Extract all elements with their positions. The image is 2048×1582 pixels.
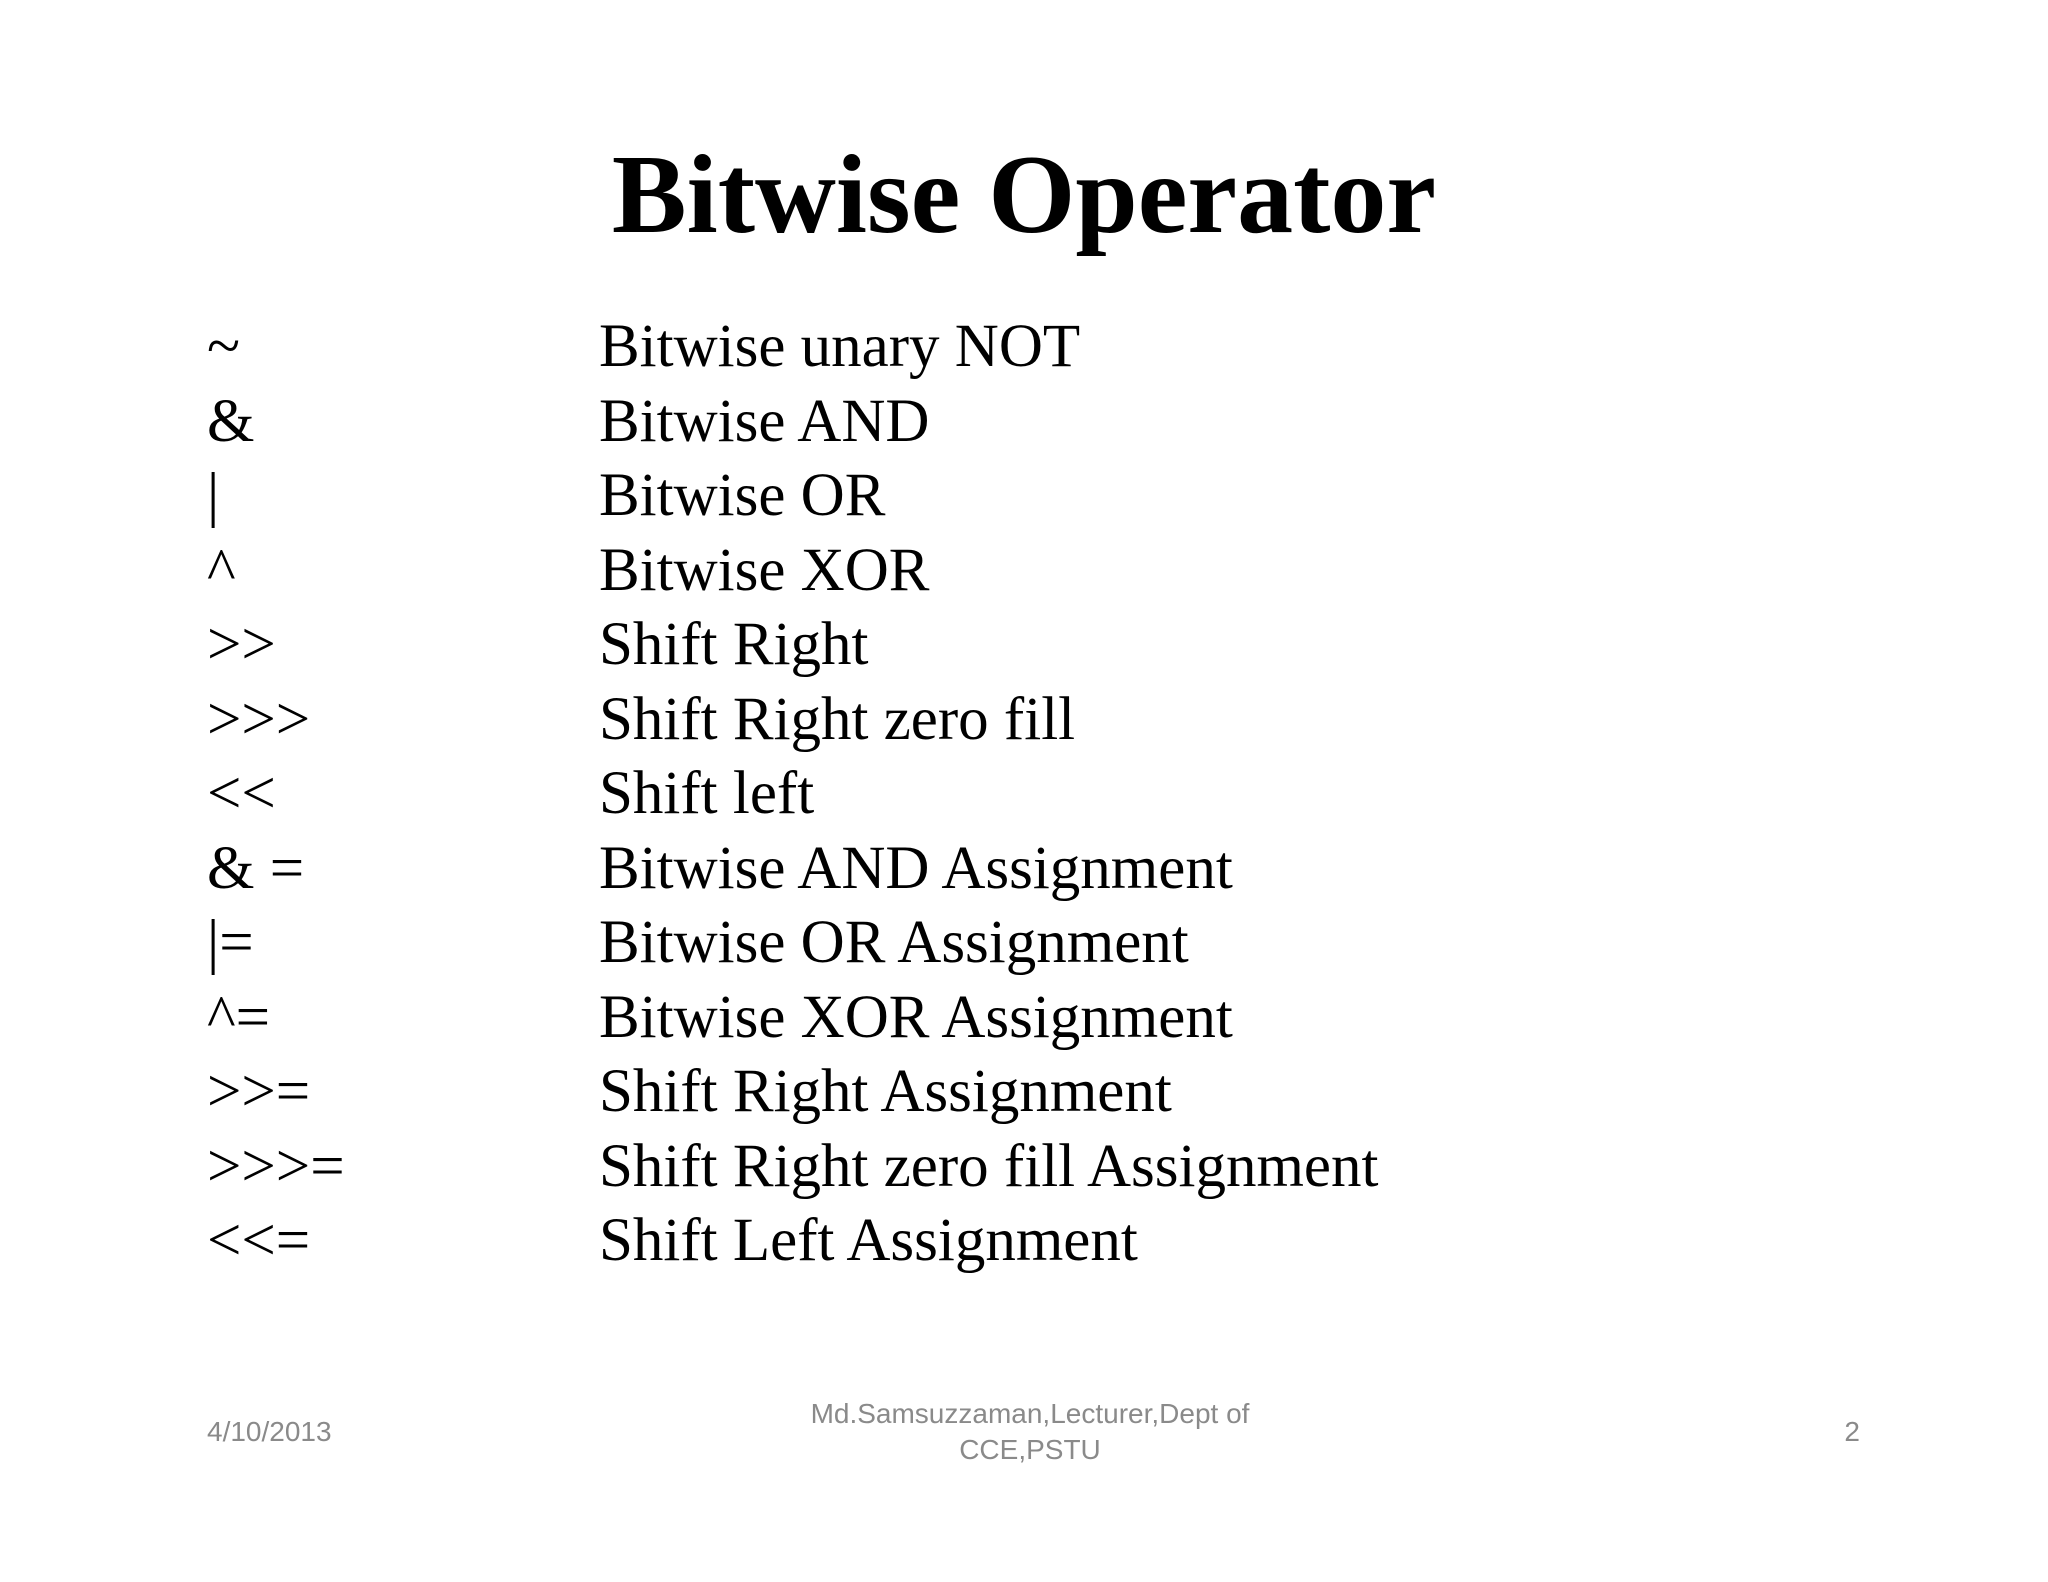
operator-row — [207, 534, 1807, 609]
operator-list — [207, 310, 1807, 1279]
operator-row — [207, 683, 1807, 758]
slide-title: Bitwise Operator — [611, 133, 1437, 257]
operator-symbol: >>= — [207, 1058, 311, 1125]
operator-row — [207, 608, 1807, 683]
operator-row — [207, 1204, 1807, 1279]
operator-row — [207, 832, 1807, 907]
operator-row — [207, 385, 1807, 460]
footer-author — [720, 1396, 1340, 1468]
operator-description: Shift Right zero fill — [599, 685, 1076, 753]
operator-description: Shift left — [599, 760, 815, 827]
operator-symbol: & — [207, 387, 255, 455]
operator-symbol: >> — [207, 611, 276, 678]
footer-page-number: 2 — [1844, 1416, 1860, 1447]
operator-description: Bitwise XOR Assignment — [599, 983, 1233, 1051]
operator-symbol: ~ — [207, 313, 241, 380]
operator-description: Bitwise unary NOT — [599, 313, 1081, 380]
operator-symbol: |= — [207, 909, 254, 976]
operator-description: Bitwise AND Assignment — [599, 834, 1233, 902]
operator-symbol: ^= — [207, 983, 271, 1051]
operator-symbol: <<= — [207, 1207, 311, 1274]
operator-symbol: << — [207, 760, 276, 827]
operator-description: Bitwise OR Assignment — [599, 909, 1189, 976]
operator-description: Bitwise AND — [599, 387, 930, 455]
footer-author-line2: CCE,PSTU — [959, 1434, 1101, 1465]
operator-symbol: >>>= — [207, 1132, 345, 1200]
operator-row — [207, 981, 1807, 1056]
operator-description: Bitwise XOR — [599, 536, 930, 604]
operator-row — [207, 757, 1807, 832]
operator-symbol: ^ — [207, 536, 236, 604]
operator-symbol: >>> — [207, 685, 311, 753]
operator-description: Bitwise OR — [599, 462, 886, 529]
footer-author-line1: Md.Samsuzzaman,Lecturer,Dept of — [810, 1398, 1250, 1429]
operator-row — [207, 310, 1807, 385]
operator-row — [207, 906, 1807, 981]
operator-description: Shift Right Assignment — [599, 1058, 1172, 1125]
operator-description: Shift Right — [599, 611, 869, 678]
operator-row — [207, 1055, 1807, 1130]
operator-row — [207, 1130, 1807, 1205]
operator-symbol: | — [207, 462, 220, 529]
operator-description: Shift Left Assignment — [599, 1207, 1138, 1274]
operator-symbol: & = — [207, 834, 305, 902]
footer-date: 4/10/2013 — [207, 1416, 332, 1447]
operator-description: Shift Right zero fill Assignment — [599, 1132, 1379, 1200]
operator-row — [207, 459, 1807, 534]
